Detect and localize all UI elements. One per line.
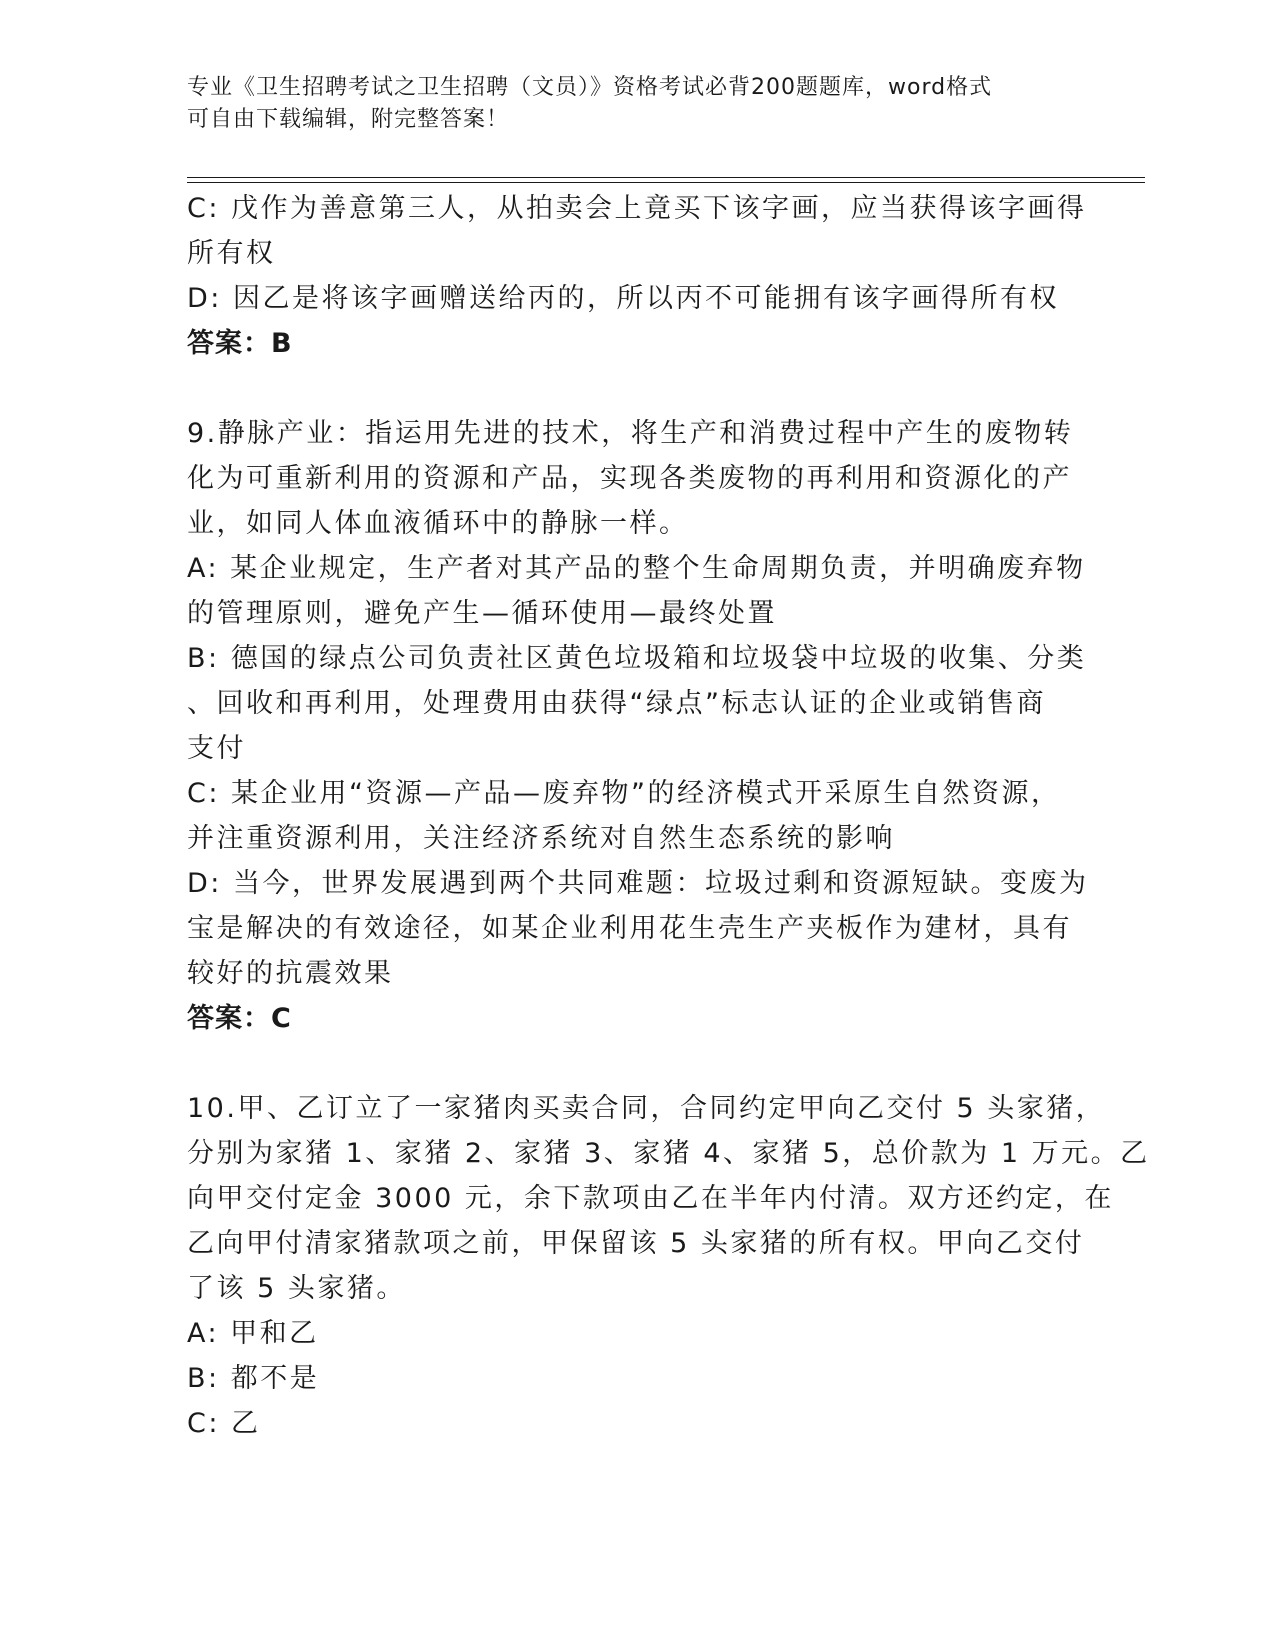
spacer xyxy=(187,366,1077,411)
document-header xyxy=(187,72,1087,136)
option-line: 宝是解决的有效途径，如某企业利用花生壳生产夹板作为建材，具有 xyxy=(187,913,1072,944)
option-a xyxy=(187,1311,1077,1356)
option-line: B: 德国的绿点公司负责社区黄色垃圾箱和垃圾袋中垃圾的收集、分类 xyxy=(187,643,1087,674)
stem-line: 化为可重新利用的资源和产品，实现各类废物的再利用和资源化的产 xyxy=(187,463,1072,494)
stem-line: 10.甲、乙订立了一家猪肉买卖合同，合同约定甲向乙交付 5 头家猪， xyxy=(187,1093,1106,1124)
question-9 xyxy=(187,411,1089,1041)
option-b xyxy=(187,1356,1077,1401)
option-line: A: 某企业规定，生产者对其产品的整个生命周期负责，并明确废弃物 xyxy=(187,553,1086,584)
option-b xyxy=(187,636,1087,771)
option-line: 并注重资源利用，关注经济系统对自然生态系统的影响 xyxy=(187,823,895,854)
option-line: C: 乙 xyxy=(187,1408,261,1439)
option-d xyxy=(187,276,1077,321)
option-line: 较好的抗震效果 xyxy=(187,958,394,989)
stem-line: 了该 5 头家猪。 xyxy=(187,1273,406,1304)
option-line: 支付 xyxy=(187,733,246,764)
question-stem xyxy=(187,1086,1150,1311)
header-line-1: 专业《卫生招聘考试之卫生招聘（文员）》资格考试必背200题题库，word格式 xyxy=(187,75,993,100)
option-line: D: 当今，世界发展遇到两个共同难题：垃圾过剩和资源短缺。变废为 xyxy=(187,868,1089,899)
stem-line: 9.静脉产业：指运用先进的技术，将生产和消费过程中产生的废物转 xyxy=(187,418,1074,449)
stem-line: 乙向甲付清家猪款项之前，甲保留该 5 头家猪的所有权。甲向乙交付 xyxy=(187,1228,1085,1259)
option-line: D: 因乙是将该字画赠送给丙的，所以丙不可能拥有该字画得所有权 xyxy=(187,283,1059,314)
stem-line: 分别为家猪 1、家猪 2、家猪 3、家猪 4、家猪 5，总价款为 1 万元。乙 xyxy=(187,1138,1150,1169)
option-line: B: 都不是 xyxy=(187,1363,320,1394)
option-c xyxy=(187,1401,1077,1446)
stem-line: 向甲交付定金 3000 元，余下款项由乙在半年内付清。双方还约定，在 xyxy=(187,1183,1114,1214)
option-a xyxy=(187,546,1086,636)
answer-line: 答案：C xyxy=(187,1003,292,1034)
question-10 xyxy=(187,1086,1150,1446)
header-rule-top xyxy=(187,177,1145,178)
option-line: 、回收和再利用，处理费用由获得“绿点”标志认证的企业或销售商 xyxy=(187,688,1046,719)
option-line: 的管理原则，避免产生—循环使用—最终处置 xyxy=(187,598,777,629)
question-8-continuation xyxy=(187,186,1087,366)
document-body xyxy=(187,186,1150,1446)
option-c xyxy=(187,186,1087,276)
stem-line: 业，如同人体血液循环中的静脉一样。 xyxy=(187,508,689,539)
option-c xyxy=(187,771,1077,861)
option-line: C: 戊作为善意第三人，从拍卖会上竟买下该字画，应当获得该字画得 xyxy=(187,193,1087,224)
header-line-2: 可自由下载编辑，附完整答案！ xyxy=(187,107,510,132)
answer-line: 答案：B xyxy=(187,328,293,359)
option-line: 所有权 xyxy=(187,238,276,269)
option-d xyxy=(187,861,1089,996)
spacer xyxy=(187,1041,1077,1086)
header-rule-bottom xyxy=(187,182,1145,183)
question-stem xyxy=(187,411,1077,546)
option-line: C: 某企业用“资源—产品—废弃物”的经济模式开采原生自然资源， xyxy=(187,778,1061,809)
option-line: A: 甲和乙 xyxy=(187,1318,319,1349)
